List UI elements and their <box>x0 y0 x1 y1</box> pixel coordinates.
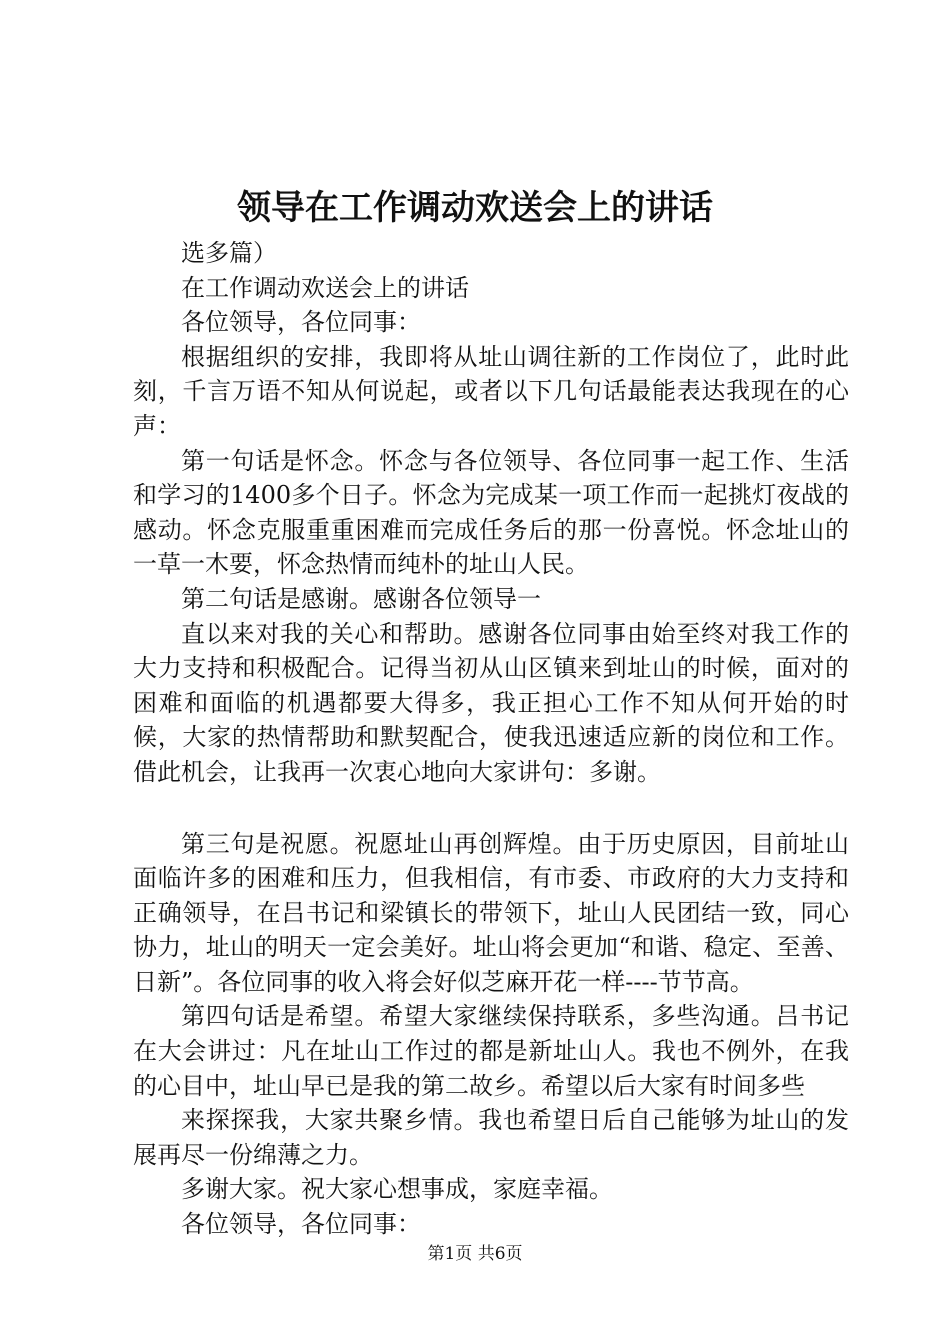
document-body <box>133 236 849 1242</box>
paragraph-closing-thanks: 多谢大家。祝大家心想事成，家庭幸福。 <box>181 1175 613 1204</box>
paragraph-second-thanks-body: 直以来对我的关心和帮助。感谢各位同事由始至终对我工作的大力支持和积极配合。记得当初从山区镇来到址山的时候，面对的困难和面临的机遇都要大得多，我正担心工作不知从何开始的时候，大家的热情帮助和默契配合，使我迅速适应新的岗位和工作。借此机会，让我再一次衷心地向大家讲句：多谢。 <box>133 619 849 786</box>
paragraph-second-thanks-start: 第二句话是感谢。感谢各位领导一 <box>181 584 541 613</box>
paragraph-speech-heading: 在工作调动欢送会上的讲话 <box>181 273 469 302</box>
paragraph-intro: 根据组织的安排，我即将从址山调往新的工作岗位了，此时此刻，千言万语不知从何说起，或者以下几句话最能表达我现在的心声： <box>133 342 849 440</box>
paragraph-first-remembrance: 第一句话是怀念。怀念与各位领导、各位同事一起工作、生活和学习的1400多个日子。怀念为完成某一项工作而一起挑灯夜战的感动。怀念克服重重困难而完成任务后的那一份喜悦。怀念址山的一草一木要，怀念热情而纯朴的址山人民。 <box>133 446 849 579</box>
paragraph-fourth-hope: 第四句话是希望。希望大家继续保持联系，多些沟通。吕书记在大会讲过：凡在址山工作过的都是新址山人。我也不例外，在我的心目中，址山早已是我的第二故乡。希望以后大家有时间多些 <box>133 1002 849 1100</box>
paragraph-fourth-hope-continued: 来探探我，大家共聚乡情。我也希望日后自己能够为址山的发展再尽一份绵薄之力。 <box>133 1106 849 1169</box>
paragraph-salutation: 各位领导，各位同事： <box>181 308 421 337</box>
paragraph-third-wishes: 第三句是祝愿。祝愿址山再创辉煌。由于历史原因，目前址山面临许多的困难和压力，但我相信，有市委、市政府的大力支持和正确领导，在吕书记和梁镇长的带领下，址山人民团结一致，同心协力，址山的明天一定会美好。址山将会更加“和谐、稳定、至善、日新”。各位同事的收入将会好似芝麻开花一样----节节高。 <box>133 829 849 996</box>
document-title: 领导在工作调动欢送会上的讲话 <box>237 188 713 228</box>
page-number-indicator: 第1页 共6页 <box>427 1244 523 1264</box>
paragraph-subtitle-note: 选多篇） <box>181 239 277 267</box>
paragraph-salutation-repeat: 各位领导，各位同事： <box>181 1210 421 1239</box>
